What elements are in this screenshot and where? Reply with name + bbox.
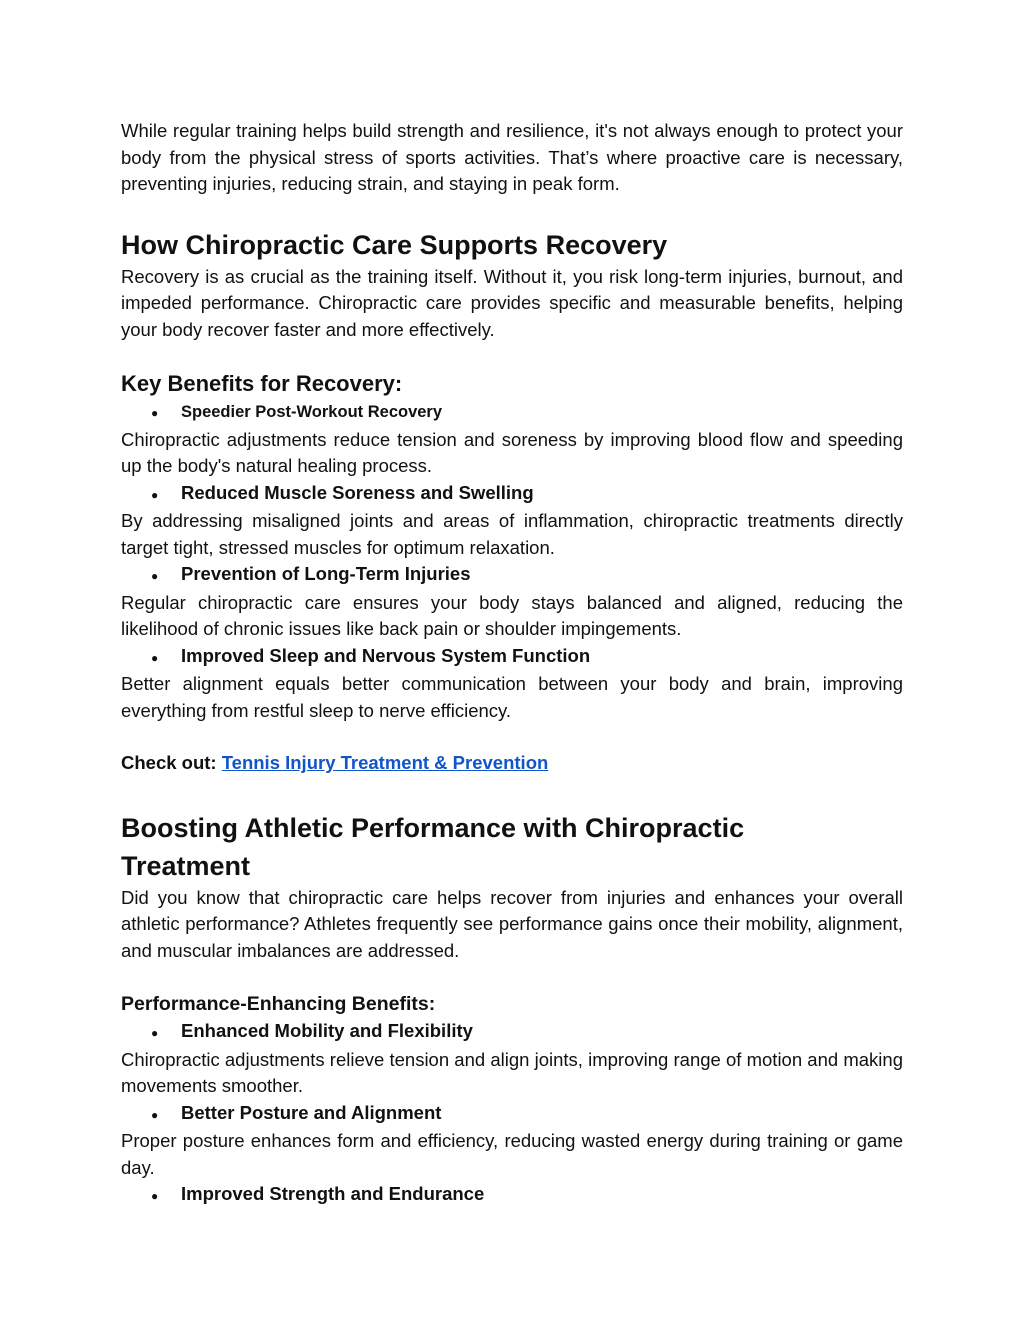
list-item: [151, 561, 903, 590]
list-item: [151, 399, 903, 427]
list-item-title: Reduced Muscle Soreness and Swelling: [181, 481, 534, 503]
list-item-title: Enhanced Mobility and Flexibility: [181, 1020, 473, 1041]
list-item: [151, 1100, 903, 1129]
list-item-text: Proper posture enhances form and efficiency, reducing wasted energy during training or game day.: [121, 1130, 903, 1178]
recovery-heading: How Chiropractic Care Supports Recovery: [121, 229, 668, 260]
list-item-text: Regular chiropractic care ensures your body stays balanced and aligned, reducing the likelihood of chronic issues like back pain or shoulder impingements.: [121, 591, 903, 639]
recovery-paragraph: Recovery is as crucial as the training itself. Without it, you risk long-term injuries, burnout, and impeded performance. Chiropractic care provides specific and measurable benefits, helping your body recover faster and more effectively.: [121, 265, 903, 340]
list-item-title: Speedier Post-Workout Recovery: [181, 403, 443, 421]
list-item: [151, 1018, 903, 1047]
bullet-icon: ●: [151, 487, 159, 502]
list-item-text: Chiropractic adjustments reduce tension and soreness by improving blood flow and speeding up the body's natural healing process.: [121, 428, 903, 476]
performance-heading-line2: Treatment: [121, 850, 251, 881]
list-item-text: Better alignment equals better communication between your body and brain, improving everything from restful sleep to nerve efficiency.: [121, 673, 903, 721]
list-item-title: Prevention of Long-Term Injuries: [181, 563, 471, 584]
list-item-title: Improved Strength and Endurance: [181, 1183, 485, 1204]
bullet-icon: ●: [151, 650, 159, 665]
check-out-label: Check out:: [121, 752, 217, 773]
performance-subheading: Performance-Enhancing Benefits:: [121, 993, 436, 1015]
bullet-icon: ●: [151, 569, 159, 583]
check-out-line: [121, 750, 903, 777]
list-item: [151, 480, 903, 509]
list-item: [151, 643, 903, 672]
performance-heading: [121, 809, 903, 885]
intro-paragraph: While regular training helps build strength and resilience, it's not always enough to protect your body from the physical stress of sports activities. That’s where proactive care is necessary, preventing injuries, reducing strain, and staying in peak form.: [121, 120, 903, 194]
tennis-injury-link[interactable]: Tennis Injury Treatment & Prevention: [221, 752, 549, 773]
bullet-icon: ●: [151, 1107, 159, 1122]
performance-paragraph: Did you know that chiropractic care helps recover from injuries and enhances your overall athletic performance? Athletes frequently see performance gains once their mobility, alignment, and muscular imbalances are addressed.: [121, 886, 903, 961]
document-page: [121, 118, 903, 1210]
list-item-text: Chiropractic adjustments relieve tension and align joints, improving range of motion and making movements smoother.: [121, 1048, 903, 1096]
bullet-icon: ●: [151, 1026, 159, 1040]
list-item-text: By addressing misaligned joints and areas of inflammation, chiropractic treatments directly target tight, stressed muscles for optimum relaxation.: [121, 510, 903, 558]
list-item-title: Better Posture and Alignment: [181, 1101, 442, 1123]
recovery-subheading: Key Benefits for Recovery:: [121, 371, 403, 396]
bullet-icon: ●: [151, 406, 159, 420]
list-item: [151, 1181, 903, 1210]
bullet-icon: ●: [151, 1189, 159, 1203]
performance-heading-line1: Boosting Athletic Performance with Chiropractic: [121, 812, 745, 843]
list-item-title: Improved Sleep and Nervous System Function: [181, 644, 591, 666]
